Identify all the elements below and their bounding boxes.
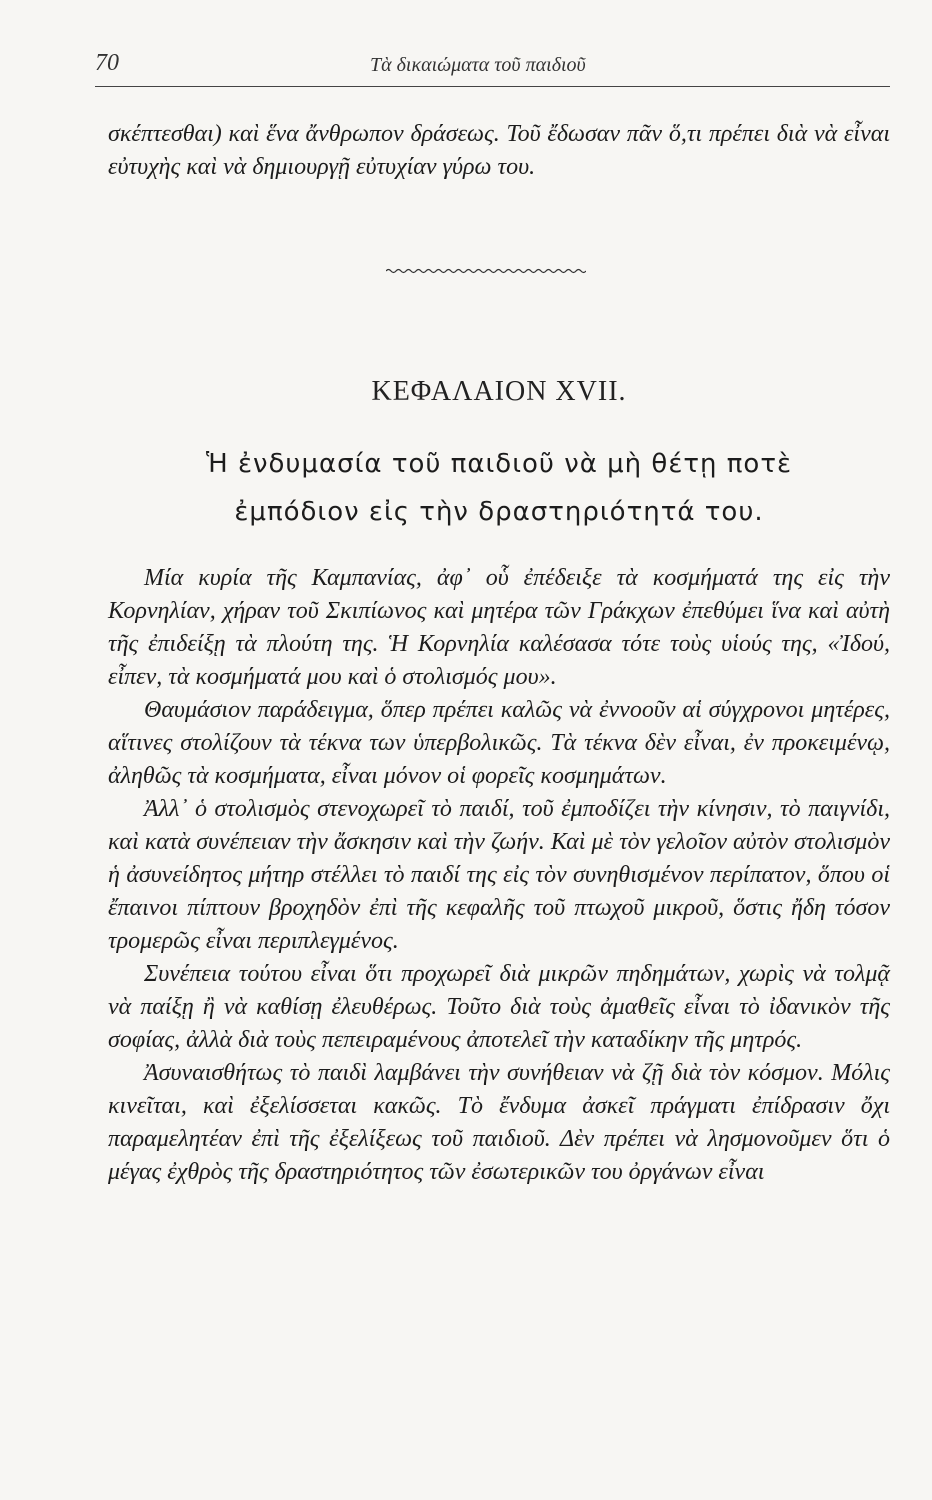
chapter-body bbox=[108, 562, 890, 1189]
chapter-title-line-2: ἐμπόδιον εἰς τὴν δραστηριότητά του. bbox=[234, 497, 764, 527]
chapter-number: ΚΕΦΑΛΑΙΟΝ XVII. bbox=[371, 376, 627, 407]
chapter-title-line-1: Ἡ ἐνδυμασία τοῦ παιδιοῦ νὰ μὴ θέτῃ ποτὲ bbox=[205, 449, 793, 479]
paragraph: Μία κυρία τῆς Καμπανίας, ἀφ᾽ οὗ ἐπέδειξε τὰ κοσμήματά της εἰς τὴν Κορνηλίαν, χήραν τοῦ Σκιπίωνος καὶ μητέρα τῶν Γράκχων ἐπεθύμει ἵνα καὶ αὐτὴ τῆς ἐπιδείξῃ τὰ πλούτη της. Ἡ Κορνηλία καλέσασα τότε τοὺς υἱούς της, «Ἰδού, εἶπεν, τὰ κοσμήματά μου καὶ ὁ στολισμός μου». bbox=[108, 565, 890, 690]
page-number: 70 bbox=[95, 50, 119, 76]
paragraph: Ἀσυναισθήτως τὸ παιδὶ λαμβάνει τὴν συνήθειαν νὰ ζῇ διὰ τὸν κόσμον. Μόλις κινεῖται, καὶ ἐξελίσσεται κακῶς. Τὸ ἔνδυμα ἀσκεῖ πράγματι ἐπίδρασιν ὄχι παραμελητέαν ἐπὶ τῆς ἐξελίξεως τοῦ παιδιοῦ. Δὲν πρέπει νὰ λησμονοῦμεν ὅτι ὁ μέγας ἐχθρὸς τῆς δραστηριότητος τῶν ἐσωτερικῶν του ὀργάνων εἶναι bbox=[108, 1060, 890, 1185]
opening-text bbox=[108, 118, 890, 184]
paragraph: Ἀλλ᾽ ὁ στολισμὸς στενοχωρεῖ τὸ παιδί, τοῦ ἐμποδίζει τὴν κίνησιν, τὸ παιγνίδι, καὶ κατὰ συνέπειαν τὴν ἄσκησιν καὶ τὴν ζωήν. Καὶ μὲ τὸν γελοῖον αὐτὸν στολισμὸν ἡ ἀσυνείδητος μήτηρ στέλλει τὸ παιδί της εἰς τὸν συνηθισμένον περίπατον, ὅπου οἱ ἔπαινοι πίπτουν βροχηδὸν ἐπὶ τῆς κεφαλῆς τοῦ πτωχοῦ μικροῦ, ὅστις ἤδη τόσον τρομερῶς εἶναι περιπλεγμένος. bbox=[108, 796, 890, 954]
page-header bbox=[95, 50, 890, 87]
chapter-title bbox=[108, 440, 890, 536]
wavy-rule-ornament bbox=[386, 268, 586, 274]
paragraph: Θαυμάσιον παράδειγμα, ὅπερ πρέπει καλῶς νὰ ἐννοοῦν αἱ σύγχρονοι μητέρες, αἵτινες στολίζουν τὰ τέκνα των ὑπερβολικῶς. Τὰ τέκνα δὲν εἶναι, ἐν προκειμένῳ, ἀληθῶς τὰ κοσμήματα, εἶναι μόνον οἱ φορεῖς κοσμημάτων. bbox=[108, 697, 890, 789]
opening-paragraph: σκέπτεσθαι) καὶ ἕνα ἄνθρωπον δράσεως. Τοῦ ἔδωσαν πᾶν ὅ,τι πρέπει διὰ νὰ εἶναι εὐτυχὴς καὶ νὰ δημιουργῇ εὐτυχίαν γύρω του. bbox=[108, 121, 890, 180]
paragraph: Συνέπεια τούτου εἶναι ὅτι προχωρεῖ διὰ μικρῶν πηδημάτων, χωρὶς νὰ τολμᾷ νὰ παίξῃ ἢ νὰ καθίσῃ ἐλευθέρως. Τοῦτο διὰ τοὺς ἀμαθεῖς εἶναι τὸ ἰδανικὸν τῆς σοφίας, ἀλλὰ διὰ τοὺς πεπειραμένους ἀποτελεῖ τὴν καταδίκην τῆς μητρός. bbox=[108, 961, 890, 1053]
running-head: Τὰ δικαιώματα τοῦ παιδιοῦ bbox=[370, 54, 586, 76]
